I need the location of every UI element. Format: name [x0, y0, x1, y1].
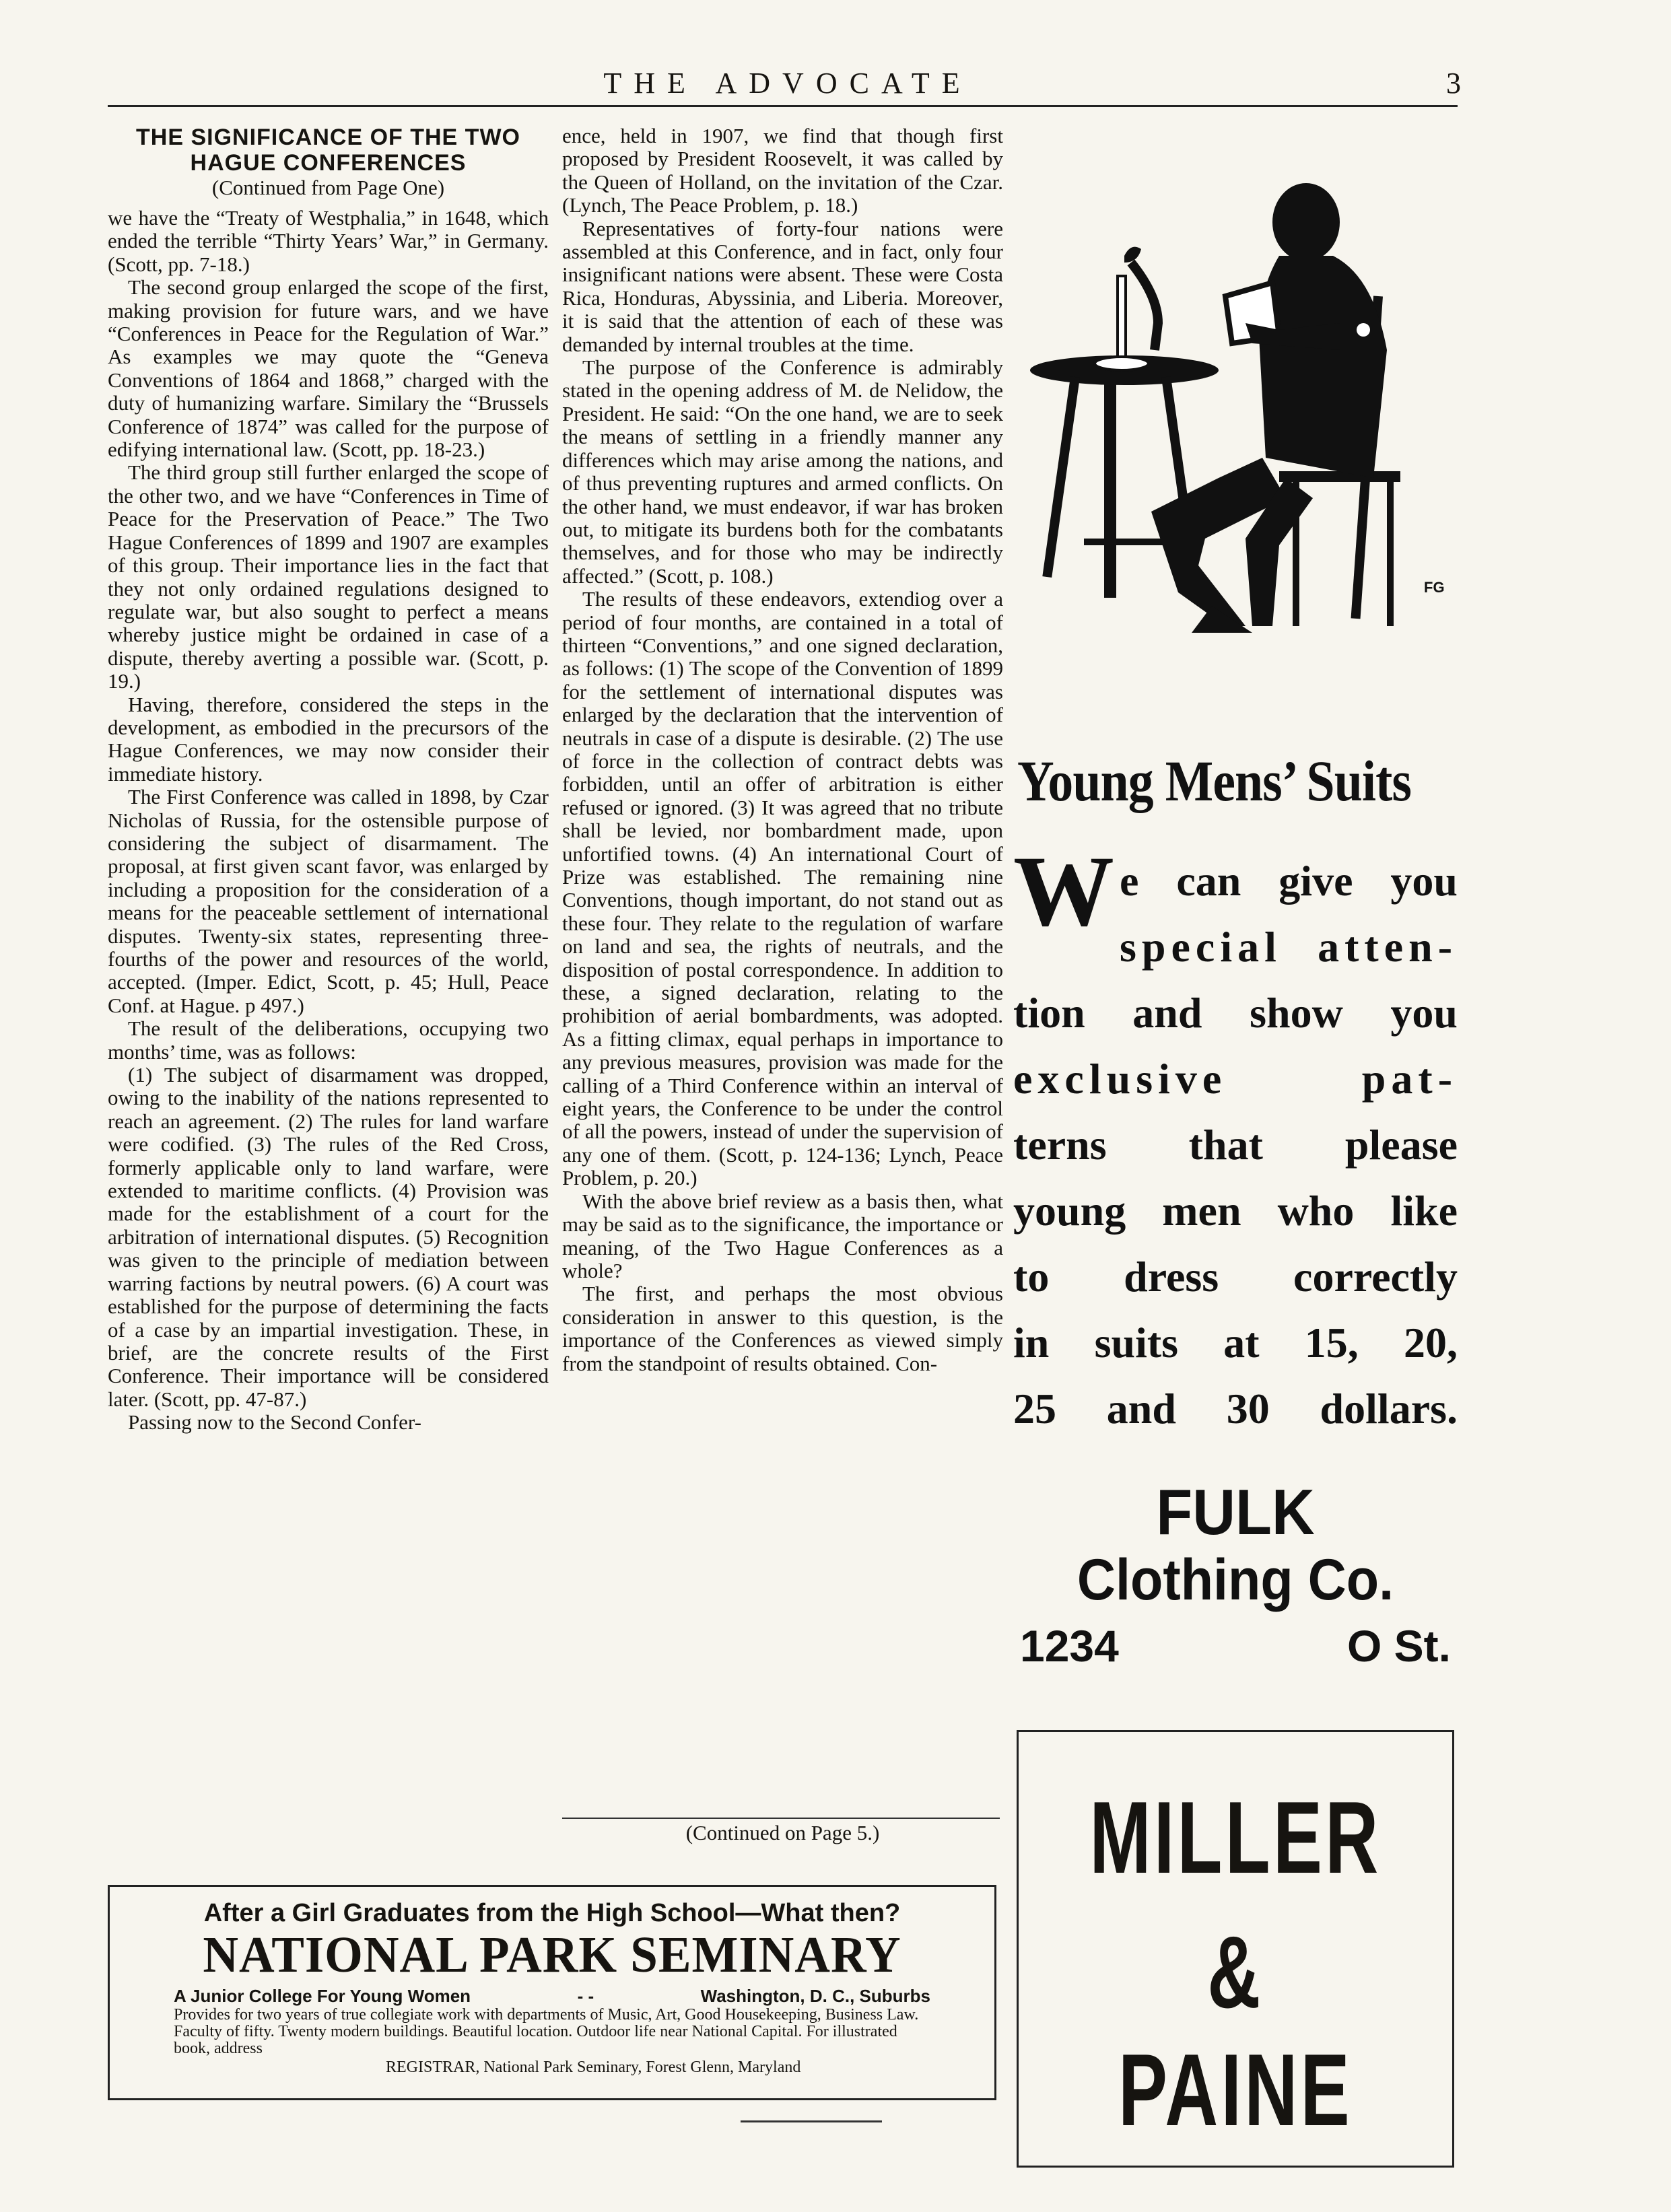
- seminary-tagline: [110, 1986, 994, 2007]
- drop-cap: W: [1013, 835, 1114, 947]
- seminary-registrar: REGISTRAR, National Park Seminary, Forest Glenn, Maryland: [386, 2059, 801, 2076]
- artist-monogram: FG: [1424, 579, 1445, 596]
- seminary-question: After a Girl Graduates from the High School—What then?: [203, 1899, 901, 1927]
- seminary-tagline-dash: - -: [577, 1986, 594, 2006]
- article-column-2: [562, 125, 1003, 1375]
- miller-paine-line2: & PAINE: [1118, 1915, 1353, 2147]
- article-paragraph: The second group enlarged the scope of the first, making provision for future wars, and we have “Conferences in Peace for the Regulation of War.” As examples we may quote the “Geneva Conventions of 1864 and 1868,” charged with the duty of humanizing warfare. Similary the “Brussels Conference of 1874” was called for the purpose of edifying international law. (Scott, pp. 18-23.): [108, 275, 549, 462]
- masthead-rule: [108, 105, 1458, 107]
- ad-line: special atten-: [1120, 923, 1458, 971]
- ad-line: terns that please: [1013, 1121, 1458, 1169]
- ad-headline: Young Mens’ Suits: [1017, 749, 1412, 813]
- ad-line: tion and show you: [1013, 989, 1458, 1037]
- address-street: O St.: [1346, 1621, 1451, 1671]
- seminary-details: Provides for two years of true collegiate work with departments of Music, Art, Good Housekeeping, Business Law. Faculty of fifty. Twenty modern buildings. Beautiful location. Outdoor life near National Capital. For illustrated book, address: [174, 2006, 919, 2057]
- column-end-rule: [562, 1818, 1000, 1819]
- article-paragraph: (1) The subject of disarmament was dropped, owing to the inability of the nations represented to reach an agreement. (2) The rules for land warfare were codified. (3) The rules of the Red Cross, formerly applicable only to land warfare, were extended to maritime conflicts. (4) Provision was made for the establishment of a court for the arbitration of international disputes. (5) Recognition was given to the principle of mediation between warring factions by neutral powers. (6) A court was established for the purpose of determining the facts of a case by an impartial investigation. These, in brief, are the concrete results of the First Conference. Their importance will be considered later. (Scott, pp. 47-87.): [108, 1063, 549, 1411]
- seminary-tagline-right: Washington, D. C., Suburbs: [700, 1986, 930, 2006]
- ad-line: 25 and 30 dollars.: [1013, 1385, 1458, 1432]
- ad-body: [1013, 835, 1458, 1442]
- article-paragraph: The first, and perhaps the most obvious consideration in answer to this question, is the importance of the Conferences as viewed simply from the standpoint of results obtained. Con-: [562, 1282, 1003, 1375]
- company-address: [1013, 1620, 1458, 1671]
- article-headline: THE SIGNIFICANCE OF THE TWO HAGUE CONFERENCES: [136, 125, 520, 176]
- article-paragraph: we have the “Treaty of Westphalia,” in 1648, which ended the terrible “Thirty Years’ War,” in Germany. (Scott, pp. 7-18.): [108, 206, 549, 276]
- article-paragraph: The First Conference was called in 1898, by Czar Nicholas of Russia, for the ostensible purpose of considering the subject of disarmament. The proposal, at first given scant favor, was enlarged by including a proposition for the consideration of a means for the peaceable settlement of international disputes. Twenty-six states, representing three-fourths of the power and resources of the world, accepted. (Imper. Edict, Scott, p. 45; Hull, Peace Conf. at Hague. p 497.): [108, 785, 549, 1017]
- article-paragraph: The result of the deliberations, occupying two months’ time, was as follows:: [108, 1016, 549, 1064]
- seminary-name: NATIONAL PARK SEMINARY: [203, 1927, 901, 1983]
- article-paragraph: The results of these endeavors, extendiog over a period of four months, are contained in a total of thirteen “Conventions,” and one signed declaration, as follows: (1) The scope of the Convention of 1899 for the settlement of international disputes was enlarged by the declaration that the intervention of neutrals in case of a dispute is desirable. (2) The use of force in the collection of contract debts was forbidden, until an offer of arbitration is either refused or ignored. (3) It was agreed that no tribute shall be levied, nor bombardment made, upon unfortified towns. (4) An international Court of Prize was established. The remaining nine Conventions, though important, do not stand out as these four. They relate to the regulation of warfare on land and sea, the rights of neutrals, and the disposition of postal correspondence. In addition to these, a signed declaration, relating to the prohibition of aerial bombardments, was adopted. As a fitting climax, equal perhaps in importance to any previous measures, provision was made for the calling of a Third Conference within an interval of eight years, the Conference to be under the control of all the powers, instead of under the supervision of any one of them. (Scott, p. 124-136; Lynch, Peace Problem, p. 20.): [562, 587, 1003, 1190]
- bottom-rule: [741, 2120, 882, 2122]
- fulk-clothing-ad: [1013, 747, 1458, 1671]
- article-paragraph: With the above brief review as a basis then, what may be said as to the significance, the importance or meaning, of the Two Hague Conferences as a whole?: [562, 1189, 1003, 1282]
- ad-line: to dress correctly: [1013, 1253, 1458, 1301]
- address-number: 1234: [1020, 1621, 1119, 1671]
- company-name-line2: Clothing Co.: [1077, 1548, 1394, 1612]
- seminary-tagline-left: A Junior College For Young Women: [174, 1986, 471, 2006]
- reading-man-silhouette: [1023, 162, 1454, 653]
- article-column-1: [108, 125, 549, 1435]
- continued-from-note: (Continued from Page One): [211, 176, 445, 199]
- article-paragraph: Passing now to the Second Confer-: [128, 1410, 421, 1435]
- masthead: [108, 66, 1461, 106]
- ad-line: e can give you: [1120, 857, 1458, 905]
- ad-line: in suits at 15, 20,: [1013, 1319, 1458, 1367]
- article-paragraph: Having, therefore, considered the steps in the development, as embodied in the precursors of the Hague Conferences, we may now consider their immediate history.: [108, 692, 549, 786]
- miller-paine-line1: MILLER: [1089, 1781, 1382, 1895]
- page-number: 3: [1446, 67, 1461, 100]
- article-paragraph: The third group still further enlarged the scope of the other two, and we have “Conferences in Time of Peace for the Preservation of Peace.” The Two Hague Conferences of 1899 and 1907 are examples of this group. Their importance lies in the fact that they not only ordained regulations designed to regulate war, but also sought to perfect a means whereby justice might be ordained in case of a dispute, thereby averting a possible war. (Scott, p. 19.): [108, 460, 549, 693]
- seminary-ad: [108, 1885, 996, 2100]
- article-paragraph: The purpose of the Conference is admirably stated in the opening address of M. de Nelidow, the President. He said: “On the one hand, we are to seek the means of settling in a friendly manner any differences which may arise among the nations, and of thus preventing ruptures and armed conflicts. On the other hand, we must endeavor, if war has broken out, to mitigate its burdens both for the combatants themselves, and for those who may be indirectly affected.” (Scott, p. 108.): [562, 355, 1003, 588]
- ad-line: young men who like: [1013, 1187, 1458, 1235]
- newspaper-title: THE ADVOCATE: [603, 67, 972, 100]
- article-paragraph: ence, held in 1907, we find that though first proposed by President Roosevelt, it was called by the Queen of Holland, on the invitation of the Czar. (Lynch, The Peace Problem, p. 18.): [562, 124, 1003, 217]
- ad-line: exclusive pat-: [1013, 1055, 1458, 1103]
- miller-paine-ad: [1017, 1730, 1454, 2168]
- silhouette-illustration: [1023, 162, 1454, 653]
- article-paragraph: Representatives of forty-four nations were assembled at this Conference, and in fact, only four insignificant nations were absent. These were Costa Rica, Honduras, Abyssinia, and Liberia. Moreover, it is said that the attention of each of these was demanded by internal troubles at the time.: [562, 216, 1003, 356]
- company-name: FULK: [1156, 1476, 1315, 1548]
- continued-on-note: (Continued on Page 5.): [685, 1821, 880, 1844]
